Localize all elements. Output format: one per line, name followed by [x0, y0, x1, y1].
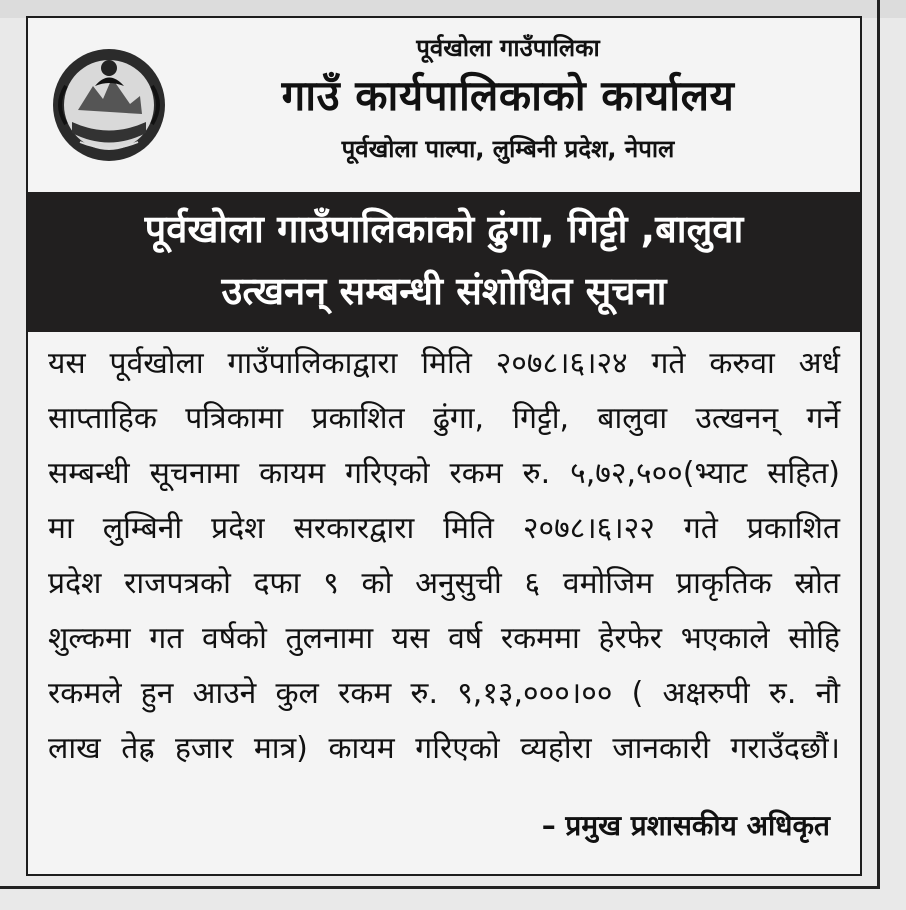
notice-title-line-2: उत्खनन् सम्बन्धी संशोधित सूचना [221, 269, 667, 313]
notice-line: साप्ताहिक पत्रिकामा प्रकाशित ढुंगा, गिट्टी, बालुवा उत्खनन् गर्ने [48, 401, 840, 436]
notice-line: लाख तेह्र हजार मात्र) कायम गरिएको व्यहोरा जानकारी गराउँदछौं। [48, 731, 840, 766]
notice-line: यस पूर्वखोला गाउँपालिकाद्वारा मिति २०७८।६।२४ गते करुवा अर्ध [48, 346, 840, 381]
office-name: गाउँ कार्यपालिकाको कार्यालय [281, 71, 735, 120]
notice-line: मा लुम्बिनी प्रदेश सरकारद्वारा मिति २०७८।६।२२ गते प्रकाशित [48, 511, 840, 546]
signatory-title: – प्रमुख प्रशासकीय अधिकृत [541, 809, 830, 842]
public-notice [26, 16, 862, 876]
right-divider [877, 0, 880, 889]
office-address: पूर्वखोला पाल्पा, लुम्बिनी प्रदेश, नेपाल [341, 135, 675, 163]
notice-body [48, 336, 840, 776]
municipality-name: पूर्वखोला गाउँपालिका [416, 34, 600, 62]
notice-title-line-1: पूर्वखोला गाउँपालिकाको ढुंगा, गिट्टी ,बालुवा [144, 207, 744, 251]
notice-line: रकमले हुन आउने कुल रकम रु. ९,१३,०००।०० ( अक्षरुपी रु. नौ [48, 676, 840, 711]
nepal-emblem-icon [48, 44, 170, 166]
notice-line: शुल्कमा गत वर्षको तुलनामा यस वर्ष रकममा हेरफेर भएकाले सोहि [48, 621, 840, 656]
notice-line: सम्बन्धी सूचनामा कायम गरिएको रकम रु. ५,७२,५००(भ्याट सहित) [48, 456, 840, 491]
notice-header [28, 18, 860, 192]
notice-line: प्रदेश राजपत्रको दफा ९ को अनुसुची ६ वमोजिम प्राकृतिक स्रोत [48, 566, 840, 601]
notice-title-bar [28, 192, 860, 332]
bottom-divider [0, 886, 880, 889]
